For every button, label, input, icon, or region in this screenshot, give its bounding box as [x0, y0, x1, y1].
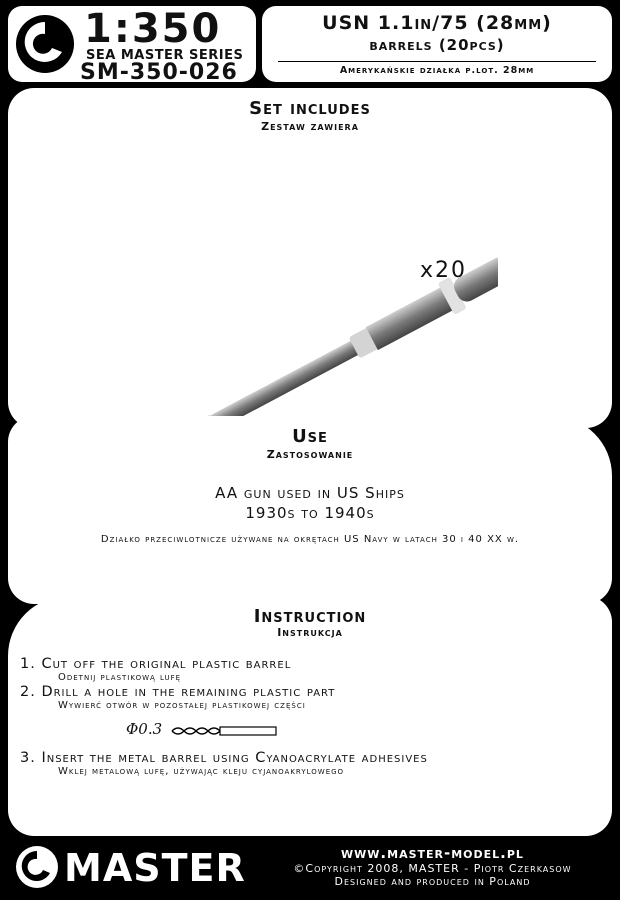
section-subtitle: Zestaw zawiera: [261, 120, 359, 133]
instruction-step: 2. Drill a hole in the remaining plastic part: [20, 684, 336, 700]
scale-label: 1:350: [84, 6, 222, 52]
series-badge: [8, 6, 256, 85]
master-swirl-icon: [14, 842, 60, 892]
use-period: 1930s to 1940s: [245, 504, 375, 522]
master-swirl-logo-icon: [14, 12, 76, 76]
product-code: SM-350-026: [80, 60, 238, 85]
section-title: Use: [292, 426, 328, 447]
section-title: Instruction: [253, 606, 367, 627]
instruction-step-polish: Wywierć otwór w pozostałej plastikowej części: [58, 700, 306, 711]
barrel-image: [118, 178, 498, 438]
product-title-box: [262, 6, 612, 82]
use-description-polish: Działko przeciwlotnicze używane na okrętach US Navy w latach 30 i 40 XX w.: [100, 534, 520, 545]
master-logo: [14, 842, 244, 894]
product-title: USN 1.1in/75 (28mm): [322, 12, 552, 34]
drill-bit-icon: [170, 724, 280, 738]
divider: [278, 61, 596, 62]
section-subtitle: Zastosowanie: [266, 448, 354, 461]
instruction-step: 3. Insert the metal barrel using Cyanoacrylate adhesives: [20, 750, 428, 766]
use-section: [8, 416, 612, 604]
instruction-section: [8, 596, 612, 836]
copyright-text: ©Copyright 2008, MASTER - Piotr Czerkasow: [293, 862, 572, 875]
product-title-polish: Amerykańskie działka p.lot. 28mm: [339, 65, 535, 76]
section-subtitle: Instrukcja: [277, 626, 343, 639]
website-link[interactable]: www.master-model.pl: [341, 844, 524, 862]
drill-diagram: [126, 720, 326, 742]
drill-diameter-label: Φ0.3: [126, 720, 163, 738]
product-subtitle: barrels (20pcs): [369, 36, 505, 54]
quantity-label: x20: [420, 258, 468, 283]
instruction-step: 1. Cut off the original plastic barrel: [20, 656, 292, 672]
brand-name: MASTER: [64, 846, 246, 890]
set-includes-section: [8, 88, 612, 428]
series-label: SEA MASTER SERIES: [86, 48, 244, 63]
use-description: AA gun used in US Ships: [215, 484, 405, 502]
made-in-text: Designed and produced in Poland: [334, 875, 531, 888]
footer-text: [250, 844, 615, 888]
instruction-step-polish: Odetnij plastikową lufę: [58, 672, 182, 683]
section-title: Set includes: [249, 98, 371, 119]
instruction-step-polish: Wklej metalową lufę, używając kleju cyjanoakrylowego: [58, 766, 345, 777]
